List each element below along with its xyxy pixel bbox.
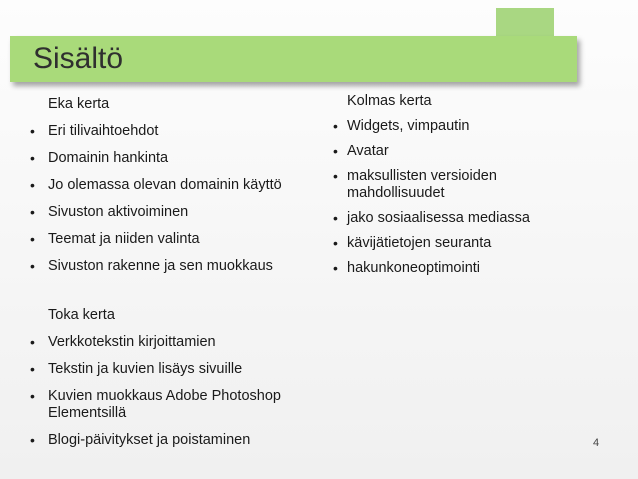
bullet-icon: • xyxy=(333,260,338,276)
list-item-text: kävijätietojen seuranta xyxy=(347,235,492,251)
list-item xyxy=(26,361,316,378)
list-item xyxy=(26,388,316,422)
list-item xyxy=(26,177,316,194)
list-item xyxy=(333,168,573,202)
bullet-icon: • xyxy=(30,334,35,350)
bullet-icon: • xyxy=(333,210,338,226)
list-item xyxy=(26,334,316,351)
page-number: 4 xyxy=(593,437,600,449)
bullet-icon: • xyxy=(30,231,35,247)
list-item xyxy=(333,210,573,227)
bullet-icon: • xyxy=(30,361,35,377)
list-item xyxy=(333,118,573,135)
list-item-text: Domainin hankinta xyxy=(48,150,169,166)
list-item-text: Eri tilivaihtoehdot xyxy=(48,123,159,139)
list-item-text: jako sosiaalisessa mediassa xyxy=(347,210,530,226)
left-column xyxy=(26,96,316,459)
section-heading-toka: Toka kerta xyxy=(48,307,115,323)
list-item xyxy=(26,432,316,449)
bullet-icon: • xyxy=(30,388,35,404)
list-item xyxy=(333,260,573,277)
list-item xyxy=(26,123,316,140)
list-item-text: Blogi-päivitykset ja poistaminen xyxy=(48,432,251,448)
bullet-icon: • xyxy=(30,204,35,220)
list-item-text: Tekstin ja kuvien lisäys sivuille xyxy=(48,361,243,377)
section-spacer xyxy=(26,285,316,307)
slide-title: Sisältö xyxy=(33,42,124,75)
list-item-text: Jo olemassa olevan domainin käyttö xyxy=(48,177,282,193)
list-item xyxy=(333,143,573,160)
title-bar xyxy=(10,36,577,82)
section-heading-eka: Eka kerta xyxy=(48,96,110,112)
bullet-icon: • xyxy=(30,432,35,448)
list-item xyxy=(26,204,316,221)
bullet-icon: • xyxy=(30,177,35,193)
right-column xyxy=(333,93,573,285)
list-item-text: hakunkoneoptimointi xyxy=(347,260,481,276)
list-item xyxy=(26,258,316,275)
list-item-text: maksullisten versioiden mahdollisuudet xyxy=(347,168,497,201)
list-item xyxy=(333,235,573,252)
bullet-icon: • xyxy=(30,150,35,166)
bullet-icon: • xyxy=(333,168,338,184)
list-item xyxy=(26,231,316,248)
list-item-text: Kuvien muokkaus Adobe Photoshop Elementsillä xyxy=(48,388,281,421)
bullet-icon: • xyxy=(333,118,338,134)
list-item-text: Avatar xyxy=(347,143,389,159)
list-item-text: Teemat ja niiden valinta xyxy=(48,231,200,247)
section-heading-kolmas: Kolmas kerta xyxy=(347,93,432,109)
list-item-text: Verkkotekstin kirjoittamien xyxy=(48,334,216,350)
list-item-text: Sivuston aktivoiminen xyxy=(48,204,189,220)
bullet-icon: • xyxy=(333,235,338,251)
list-item-text: Sivuston rakenne ja sen muokkaus xyxy=(48,258,273,274)
bullet-icon: • xyxy=(333,143,338,159)
bullet-icon: • xyxy=(30,258,35,274)
list-item xyxy=(26,150,316,167)
list-item-text: Widgets, vimpautin xyxy=(347,118,470,134)
bullet-icon: • xyxy=(30,123,35,139)
